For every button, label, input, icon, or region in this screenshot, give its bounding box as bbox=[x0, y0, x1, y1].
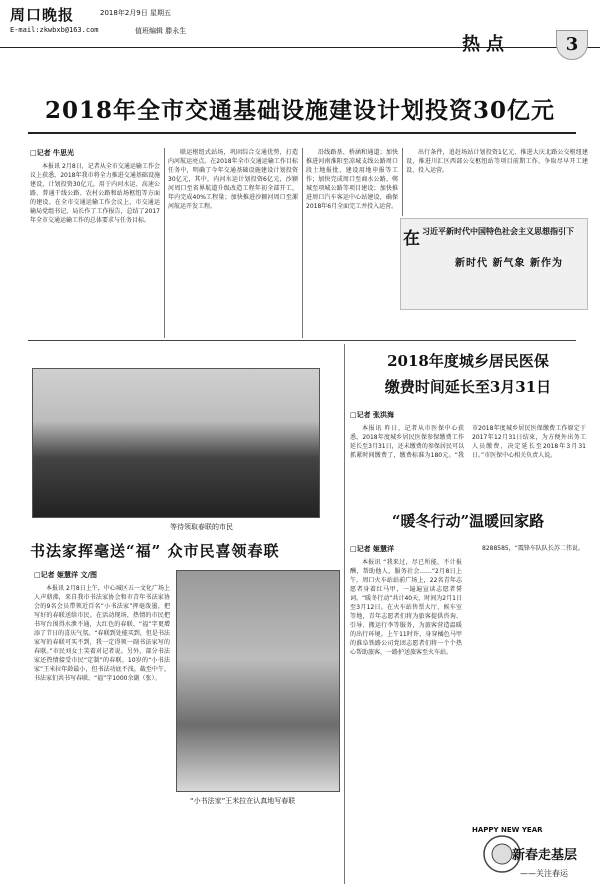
warm-winter-side: 8288585，“震锋车队队长苏二伟说。 bbox=[482, 545, 584, 552]
banner-motto: 新时代 新气象 新作为 bbox=[455, 258, 563, 269]
main-column-3: 沿线路基、桥涵和通道；加快推进河南淮阳至凉城支线公路周口段土地报批、建设用地申报等工作；加快完成周口至商水公路、郸城至项城公路等项目建设；加快推进周口汽车客运中心站建设，确保2018年6月全面完工并投入运营。 bbox=[306, 149, 398, 210]
main-column-1: 本报讯 2月8日，记者从全市交通运输工作会议上获悉，2018年我市将全力推进交通基础设施建设，计划投资30亿元，用于内河水运、高速公路、普通干线公路、农村公路和站场枢纽等方面的建设。在全市交通运输工作会议上，市交通运输局党组书记、局长作了工作报告，总结了2017年全市交通运输工作的总体要求与任务目标。 bbox=[30, 163, 160, 224]
warm-winter-byline: □记者 姬慧洋 bbox=[350, 545, 395, 553]
young-calligrapher-photo bbox=[176, 570, 340, 792]
warm-winter-headline: “暖冬行动”温暖回家路 bbox=[391, 512, 545, 530]
insurance-body: 本报讯 昨日，记者从市医保中心获悉，2018年度城乡居民医保参保缴费工作延长至3月31日，还未缴费的参保居民可以抓紧时间缴费了，缴费标准为180元。“我市2018年度城乡居民医保缴费工作原定于2017年12月31日结束，为方便外出务工人员缴费，决定延长至2018年3月31日。”市医保中心相关负责人说。 bbox=[350, 425, 586, 459]
calligraphy-headline: 书法家挥毫送“福” 众市民喜领春联 bbox=[30, 542, 280, 560]
masthead bbox=[0, 0, 600, 48]
duty-editor: 值班编辑 滕永生 bbox=[135, 27, 187, 35]
insurance-headline-line2: 缴费时间延长至3月31日 bbox=[384, 378, 552, 396]
main-byline: □记者 牛思光 bbox=[30, 149, 75, 157]
insurance-byline: □记者 张洪海 bbox=[350, 411, 395, 419]
stamp-english: HAPPY NEW YEAR bbox=[472, 826, 543, 834]
banner-zai: 在 bbox=[403, 229, 420, 249]
spring-couplet-crowd-photo bbox=[32, 368, 320, 518]
insurance-headline-line1: 2018年度城乡居民医保 bbox=[387, 352, 549, 370]
main-column-2: 联运枢纽式站场，巩固综合交通优势，打造内河航运亮点。在2018年全市交通运输工作目标任务中，明确了今年交通基础设施建设计划投资30亿元，其中，内河水运计划投资6亿元，沙颍河周口至省界航道升级改造工程年初全部开工，年内完成40%工程量；加快推进沙颍河周口至漯河航运开发工程。 bbox=[168, 149, 298, 210]
column-divider bbox=[302, 148, 303, 338]
masthead-email: E-mail:zkwbxb@163.com bbox=[10, 26, 99, 34]
column-divider bbox=[344, 344, 345, 884]
stamp-subtitle: ——关注春运 bbox=[520, 869, 568, 878]
column-divider bbox=[164, 148, 165, 338]
warm-winter-body: 本报讯 “我来过，尽已所能，不计报酬，帮助他人，服务社会……”2月8日上午，周口火车站站前广场上，22名青年志愿者身着红马甲，一遍遍宣读志愿者誓词。“暖冬行动”共计40天，时间为2月1日至3月12日。在火车站售票大厅、候车室等地，青年志愿者们将为旅客提供咨询、引导、搬运行李等服务，为旅客营造温暖的出行环境。上午11时许，身穿橘色马甲的淮阜铁路公司党团志愿者们将一个个热心帮助旅客，一路护送旅客至火车站。 bbox=[350, 559, 462, 656]
main-headline: 2018年全市交通基础设施建设计划投资30亿元 bbox=[44, 97, 556, 124]
section-name: 热点 bbox=[462, 34, 510, 55]
column-divider bbox=[402, 148, 403, 216]
section-divider bbox=[28, 340, 576, 341]
headline-rule bbox=[28, 132, 576, 134]
newspaper-logo: 周口晚报 bbox=[10, 6, 75, 24]
calligraphy-byline: □记者 姬慧洋 文/图 bbox=[34, 571, 98, 579]
photo-caption: 等待领取春联的市民 bbox=[170, 523, 233, 531]
main-column-4: 出行条件，追赶场站计划投资1亿元，推进大庆北路公交枢纽建设，推进川汇区西部公交枢纽站等项目前期工作，争取尽早开工建设、投入运营。 bbox=[406, 149, 588, 174]
page-number: 3 bbox=[556, 30, 588, 60]
photo-caption: “小书法家”王米拉在认真地写春联 bbox=[190, 797, 296, 805]
stamp-title: 新春走基层 bbox=[512, 848, 578, 863]
issue-date: 2018年2月9日 星期五 bbox=[100, 9, 171, 17]
banner-slogan: 习近平新时代中国特色社会主义思想指引下 bbox=[422, 227, 574, 236]
calligraphy-body: 本报讯 2月8日上午，中心城区五一文化广场上人声鼎沸，来自我市书法家协会和市青年书法家协会的9名会员带领近百名“小书法家”挥毫泼墨，把写好的春联送给市民。在活动现场，热情的市民把书写台围得水泄不通，大红色的春联、“福”字更增添了节日的喜庆气氛。“春联到处能买到，但是书法家写的春联可买不到，我一定得领一副书法家写的春联。”市民刘女士笑着对记者说。另外，部分书法家还热情接受市民“定制”的春联。10岁的“小书法家”王米拉年龄最小，但书法功底不浅。截至中午，书法家们共书写春联、“福”字1000余副（张）。 bbox=[34, 585, 170, 682]
